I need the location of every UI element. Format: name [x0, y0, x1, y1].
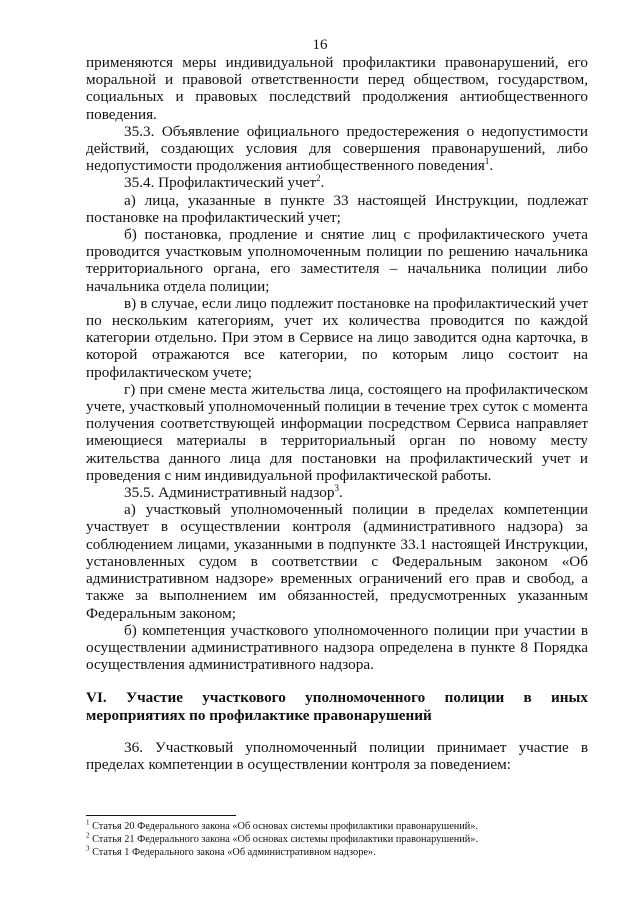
footnote-number: 2 — [86, 831, 90, 840]
paragraph-35-5 — [86, 484, 588, 501]
footnote-text: Статья 21 Федерального закона «Об основах системы профилактики правонарушений». — [92, 834, 479, 845]
footnote-mark[interactable]: 3 — [334, 483, 339, 494]
paragraph-35-4-v: в) в случае, если лицо подлежит постановке на профилактический учет по нескольким категориям, учет их количества проводится по каждой категории отдельно. При этом в Сервисе на лицо заводится одна карточка, в которой отражаются все категории, по которым лицо состоит на профилактическом учете; — [86, 294, 588, 381]
paragraph-text: 35.5. Административный надзор — [124, 484, 335, 502]
footnote-text: Статья 1 Федерального закона «Об административном надзоре». — [92, 847, 376, 858]
footnote-item — [86, 833, 588, 846]
footnote-number: 3 — [86, 844, 90, 853]
section-heading: VI. Участие участкового уполномоченного полиции в иных мероприятиях по профилактике правонарушений — [86, 689, 588, 724]
paragraph-suffix: . — [320, 174, 325, 192]
footnote-text: Статья 20 Федерального закона «Об основах системы профилактики правонарушений». — [92, 821, 479, 832]
footnote-item — [86, 846, 588, 859]
paragraph-35-4 — [86, 174, 588, 191]
paragraph-continuation: применяются меры индивидуальной профилактики правонарушений, его моральной и правовой ответственности перед обществом, государством, социальных и правовых последствий продолжения антиобщественного поведения. — [86, 54, 588, 123]
footnote-mark[interactable]: 1 — [484, 156, 490, 167]
paragraph-35-3 — [86, 123, 588, 175]
body-text — [86, 54, 588, 773]
paragraph-35-5-a: а) участковый уполномоченный полиции в пределах компетенции участвует в осуществлении контроля (административного надзора) за соблюдением лицами, указанными в подпункте 33.1 настоящей Инструкции, установленных судом в соответствии с Федеральным законом «Об административном надзоре» временных ограничений его прав и свобод, а также за выполнением им обязанностей, предусмотренных указанным Федеральным законом; — [86, 501, 588, 622]
paragraph-text: 35.3. Объявление официального предостережения о недопустимости действий, создающих условия для совершения правонарушений, либо недопустимости продолжения антиобщественного поведения — [86, 122, 588, 175]
footnote-mark[interactable]: 2 — [316, 173, 321, 184]
paragraph-35-4-g: г) при смене места жительства лица, состоящего на профилактическом учете, участковый уполномоченный полиции в течение трех суток с момента получения соответствующей информации посредством Сервиса направляет имеющиеся материалы в территориальный орган по новому месту жительства данного лица для постановки на профилактический учет и проведения с ним индивидуальной профилактической работы. — [86, 380, 588, 484]
paragraph-35-4-a: а) лица, указанные в пункте 33 настоящей Инструкции, подлежат постановке на профилактический учет; — [86, 191, 588, 226]
paragraph-36: 36. Участковый уполномоченный полиции принимает участие в пределах компетенции в осуществлении контроля за поведением: — [86, 738, 588, 773]
paragraph-suffix: . — [338, 484, 343, 502]
footnotes — [86, 820, 588, 859]
paragraph-35-4-b: б) постановка, продление и снятие лиц с профилактического учета проводится участковым уполномоченным полиции по решению начальника территориального органа, его заместителя – начальника полиции либо начальника отдела полиции; — [86, 226, 588, 295]
paragraph-text: 35.4. Профилактический учет — [124, 174, 317, 192]
paragraph-suffix: . — [489, 157, 494, 175]
footnote-item — [86, 820, 588, 833]
paragraph-35-5-b: б) компетенция участкового уполномоченного полиции при участии в осуществлении административного надзора определена в пункте 8 Порядка осуществления административного надзора. — [86, 621, 588, 674]
footnote-number: 1 — [86, 818, 90, 827]
page-number: 16 — [312, 37, 328, 53]
footnote-divider — [86, 815, 236, 816]
